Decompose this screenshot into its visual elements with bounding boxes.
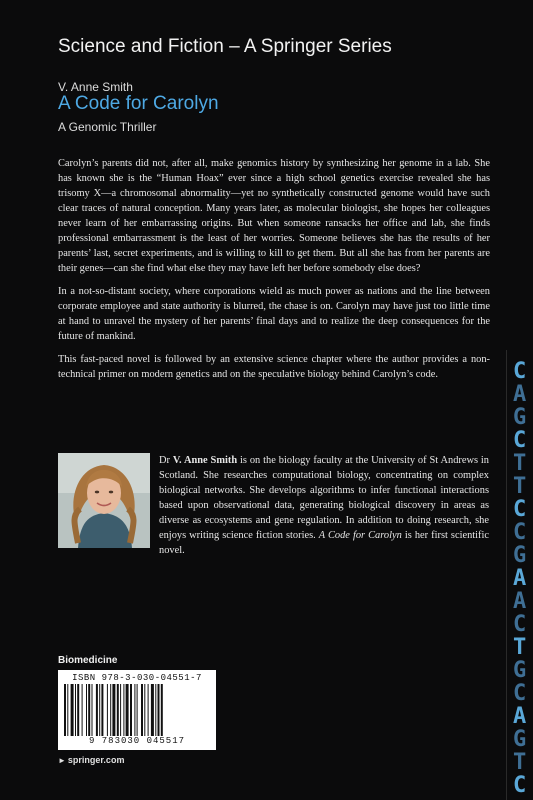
- barcode-bar: [82, 684, 83, 736]
- barcode-bar: [137, 684, 138, 736]
- strip-letter: C: [513, 428, 527, 453]
- strip-letter: C: [513, 681, 527, 706]
- barcode-bar: [161, 684, 163, 736]
- author-name: V. Anne Smith: [58, 80, 133, 94]
- barcode-bar: [117, 684, 119, 736]
- strip-letter: C: [513, 773, 527, 798]
- bio-closing: is her first scientific novel.: [159, 530, 489, 556]
- barcode-bar: [110, 684, 111, 736]
- barcode-bar: [67, 684, 68, 736]
- author-portrait-image: [58, 453, 150, 548]
- series-title: Science and Fiction – A Springer Series: [58, 36, 392, 57]
- barcode-icon: [62, 684, 212, 736]
- strip-letter: G: [513, 658, 527, 683]
- strip-letter: C: [513, 497, 527, 522]
- barcode-bar: [107, 684, 108, 736]
- barcode-bar: [64, 684, 66, 736]
- strip-letter: C: [513, 520, 527, 545]
- strip-letter: T: [513, 474, 527, 499]
- publisher-url[interactable]: springer.com: [67, 755, 125, 765]
- barcode-bar: [130, 684, 132, 736]
- barcode-bar: [120, 684, 121, 736]
- barcode-bar: [123, 684, 124, 736]
- bio-author-name: V. Anne Smith: [172, 455, 238, 466]
- strip-letter: C: [513, 359, 527, 384]
- bio-prefix: Dr: [159, 455, 173, 466]
- author-photo: [58, 453, 150, 548]
- barcode-bar: [126, 684, 129, 736]
- strip-letter: T: [513, 635, 527, 660]
- dna-letters-strip: [507, 350, 533, 800]
- isbn-text: ISBN 978-3-030-04551-7: [72, 673, 202, 683]
- blurb: [58, 156, 490, 390]
- blurb-paragraph-2: In a not-so-distant society, where corporations wield as much power as nations and the line between corporate employee and state authority is blurred, the chase is on. Carolyn may have just too little time at hand to unravel the mystery of her parents’ final days and to realize the deep consequences for the future of mankind.: [58, 286, 490, 342]
- strip-letter: C: [513, 612, 527, 637]
- barcode-bar: [101, 684, 103, 736]
- barcode-bar: [96, 684, 98, 736]
- author-bio: [159, 453, 489, 558]
- barcode-bar: [141, 684, 143, 736]
- barcode-bar: [134, 684, 135, 736]
- barcode-bar: [155, 684, 156, 736]
- barcode-bar: [77, 684, 79, 736]
- barcode-bar: [112, 684, 115, 736]
- barcode-bar: [92, 684, 93, 736]
- barcode-bar: [99, 684, 100, 736]
- barcode-number: 9 783030 045517: [88, 736, 185, 746]
- strip-letter: A: [513, 704, 527, 729]
- barcode-bar: [75, 684, 76, 736]
- book-title: A Code for Carolyn: [58, 93, 219, 114]
- strip-letter: T: [513, 750, 527, 775]
- strip-letter: G: [513, 405, 527, 430]
- strip-letter: A: [513, 382, 527, 407]
- publisher-footer[interactable]: [58, 755, 124, 765]
- strip-letter: A: [513, 589, 527, 614]
- blurb-paragraph-3: This fast-paced novel is followed by an extensive science chapter where the author provides a non-technical primer on modern genetics and on the speculative biology behind Carolyn’s code.: [58, 354, 490, 380]
- book-subtitle: A Genomic Thriller: [58, 120, 157, 134]
- strip-letter: T: [513, 451, 527, 476]
- springer-arrow-icon: ►: [58, 756, 66, 765]
- bio-body: is on the biology faculty at the University of St Andrews in Scotland. She researches computational biology, concentrating on complex biological networks. She develops algorithms to infer functional interactions based upon observational data, generating biological discovery in areas as diverse as ecosystems and gene regulation. In addition to doing research, she enjoys writing science fiction stories.: [159, 455, 489, 541]
- bio-book-title: A Code for Carolyn: [318, 530, 402, 541]
- barcode-bar: [71, 684, 74, 736]
- barcode-bar: [144, 684, 145, 736]
- barcode-bar: [151, 684, 154, 736]
- strip-letter: A: [513, 566, 527, 591]
- barcode-bar: [158, 684, 160, 736]
- blurb-paragraph-1: Carolyn’s parents did not, after all, make genomics history by synthesizing her genome in a lab. She has known she is the “Human Hoax” ever since a high school genetics exercise revealed she has trisomy X—a chromosomal abnormality—yet no synthetically constructed genome would have such clear traces of natural conception. Many years later, as molecular biologist, she hopes her colleagues never learn of her embarrassing origins. But when someone ransacks her office and lab, she finds professional embarrassment is the least of her worries. Someone believes she has the results of her parents’ last, secret experiments, and is willing to kill to get them. But all she has from her parents are their genes—can she find what else they may have left her before somebody else does?: [58, 158, 490, 274]
- barcode-bar: [148, 684, 149, 736]
- author-bio-text: [159, 453, 489, 558]
- cover-spine-strip: [506, 350, 533, 800]
- barcode-bar: [86, 684, 87, 736]
- strip-letter: G: [513, 727, 527, 752]
- strip-letter: G: [513, 543, 527, 568]
- barcode-box: [58, 670, 216, 750]
- barcode-bar: [88, 684, 90, 736]
- category-label: Biomedicine: [58, 655, 118, 666]
